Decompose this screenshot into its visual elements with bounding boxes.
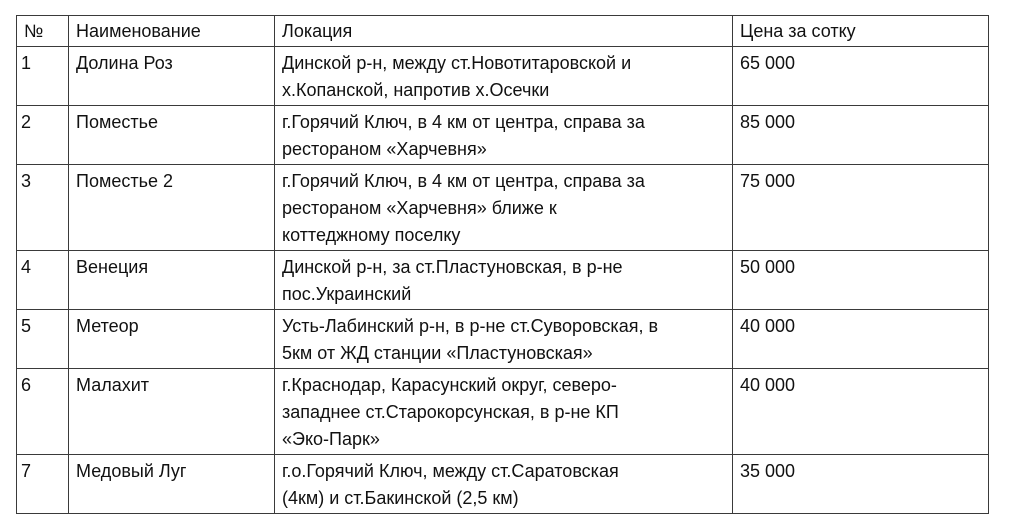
location-line: г.о.Горячий Ключ, между ст.Саратовская — [282, 461, 619, 481]
table-row — [17, 165, 989, 251]
location-line: г.Горячий Ключ, в 4 км от центра, справа за — [282, 171, 645, 191]
location-line: Усть-Лабинский р-н, в р-не ст.Суворовская, в — [282, 316, 659, 336]
row-location — [275, 310, 733, 369]
row-name: Медовый Луг — [69, 455, 275, 514]
table-row — [17, 455, 989, 514]
row-location — [275, 106, 733, 165]
header-location: Локация — [275, 16, 733, 47]
row-location — [275, 47, 733, 106]
location-line: (4км) и ст.Бакинской (2,5 км) — [282, 488, 519, 508]
row-number: 1 — [17, 47, 69, 106]
location-line: «Эко-Парк» — [282, 429, 380, 449]
row-number: 7 — [17, 455, 69, 514]
location-line: коттеджному поселку — [282, 225, 461, 245]
header-number: № — [17, 16, 69, 47]
row-price: 50 000 — [733, 251, 989, 310]
location-line: рестораном «Харчевня» ближе к — [282, 198, 557, 218]
row-location — [275, 165, 733, 251]
row-price: 85 000 — [733, 106, 989, 165]
row-name: Метеор — [69, 310, 275, 369]
location-line: г.Краснодар, Карасунский округ, северо- — [282, 375, 617, 395]
header-price: Цена за сотку — [733, 16, 989, 47]
location-line: Динской р-н, между ст.Новотитаровской и — [282, 53, 632, 73]
location-line: рестораном «Харчевня» — [282, 139, 487, 159]
location-line: х.Копанской, напротив х.Осечки — [282, 80, 550, 100]
row-price: 35 000 — [733, 455, 989, 514]
row-price: 75 000 — [733, 165, 989, 251]
row-number: 6 — [17, 369, 69, 455]
location-line: пос.Украинский — [282, 284, 412, 304]
row-name: Венеция — [69, 251, 275, 310]
table-row — [17, 310, 989, 369]
location-line: 5км от ЖД станции «Пластуновская» — [282, 343, 593, 363]
row-name: Поместье 2 — [69, 165, 275, 251]
row-location — [275, 251, 733, 310]
row-price: 40 000 — [733, 310, 989, 369]
location-line: г.Горячий Ключ, в 4 км от центра, справа за — [282, 112, 645, 132]
row-number: 3 — [17, 165, 69, 251]
row-location — [275, 455, 733, 514]
row-name: Малахит — [69, 369, 275, 455]
header-name: Наименование — [69, 16, 275, 47]
table-header-row — [17, 16, 989, 47]
price-table — [16, 15, 989, 514]
row-name: Поместье — [69, 106, 275, 165]
row-number: 2 — [17, 106, 69, 165]
row-number: 4 — [17, 251, 69, 310]
row-price: 65 000 — [733, 47, 989, 106]
row-price: 40 000 — [733, 369, 989, 455]
location-line: западнее ст.Старокорсунская, в р-не КП — [282, 402, 619, 422]
table-row — [17, 369, 989, 455]
location-line: Динской р-н, за ст.Пластуновская, в р-не — [282, 257, 623, 277]
row-number: 5 — [17, 310, 69, 369]
row-location — [275, 369, 733, 455]
table-row — [17, 251, 989, 310]
table-row — [17, 106, 989, 165]
row-name: Долина Роз — [69, 47, 275, 106]
table-row — [17, 47, 989, 106]
